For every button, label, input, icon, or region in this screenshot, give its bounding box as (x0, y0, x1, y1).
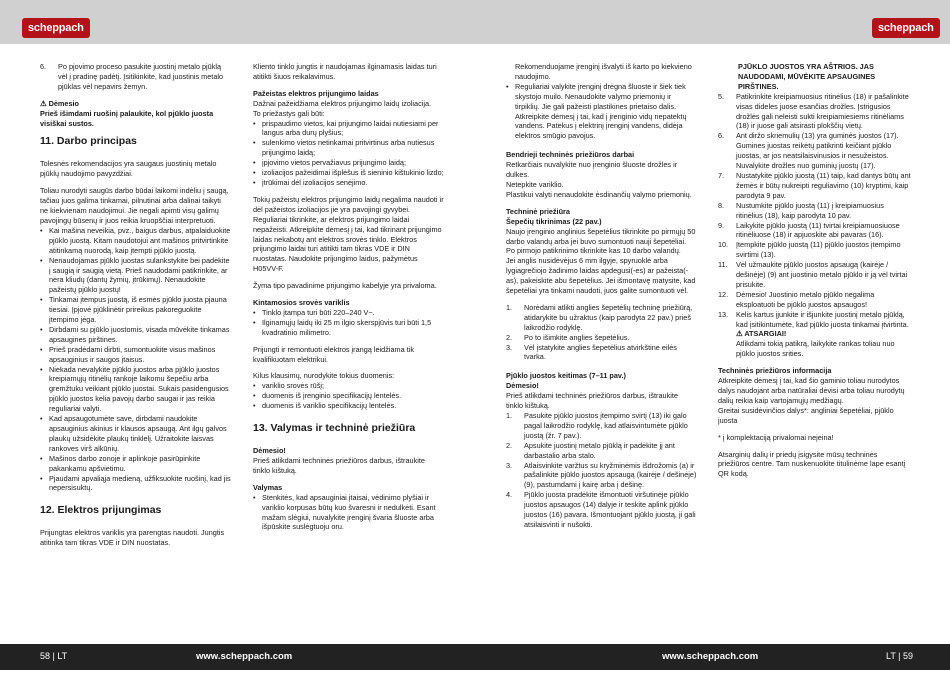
step-number: 1. (506, 411, 513, 420)
list-item (506, 461, 697, 491)
subsection-title: Pažeistas elektros prijungimo laidas (253, 88, 379, 98)
column-3 (506, 62, 697, 640)
section-11-title: 11. Darbo principas (40, 135, 137, 148)
step-number: 3. (506, 460, 513, 470)
list-item (718, 92, 911, 132)
list-item: • Prieš pradėdami dirbti, sumontuokite visus mašinos apsauginius ir saugos įtaisus. (40, 345, 231, 365)
step-text: Dėmesio! Juostinio metalo pjūklo negalima eksploatuoti be pjūklo juostos apsaugos! (736, 289, 875, 309)
list-item (718, 171, 911, 201)
step-text: Vėl įstatykite anglies šepetėlius atvirkštine eilės tvarka. (524, 342, 677, 362)
list-item: • duomenis iš variklio specifikacijų lentelės. (253, 401, 444, 411)
list-item: • įpjovimo vietos pervažiavus prijungimo laidą; (253, 158, 444, 168)
paragraph: Naujo įrenginio anglinius šepetėlius tikrinkite po pirmųjų 50 darbo valandų arba jei buvo sumontuoti nauji šepetėliai. Po pirmojo patikrinimo tikrinkite kas 10 darbo valandų. (506, 226, 696, 256)
paragraph: Tokių pažeistų elektros prijungimo laidų negalima naudoti ir dėl pažeistos izoliacijos jie yra pavojingi gyvybei. Reguliariai tikrinkite, ar elektros prijungimo laidai nepažeisti. Atkreipkite dėmesį į tai, kad tikrinant prijungimo laidas nekabotų ant elektros srovės tinklo. Elektros prijungimo laidai turi atitikti tam tikras VDE ir DIN nuostatas. Naudokite prijungimo laidus, pažymėtus H05VV-F. (253, 194, 444, 274)
paragraph: To priežastys gali būti: (253, 108, 325, 118)
step-text: Laikykite pjūklo juostą (11) tvirtai kreipiamuosiuose ritinėliuose (18) ir apjuoskite abi pavaras (16). (736, 220, 900, 240)
footnote: * į komplektaciją privalomai neįeina! (718, 432, 834, 442)
paragraph: Toliau nurodyti saugūs darbo būdai laikomi indėliu į saugą, tačiau juos galima tinkamai, pilnutinai arba dalinai taikyti ne kiekvienam naudojimui. Jie negali apimti visų galimų pavojingų būsenų ir juos reikia kruopščiai interpretuoti. (40, 186, 229, 225)
list-item: • Reguliariai valykite įrenginį drėgna šluoste ir šiek tiek skystojo muilo. Nenaudokite valymo priemonių ir tirpiklių. Jie gali pažeisti plastikines prietaiso dalis. Atkreipkite dėmesį į tai, kad į įrenginio vidų nepatektų vandens. Patekus į elektrinį įrenginį vandens, didėja elektros smūgio pavojus. (506, 82, 697, 141)
step-number: 3. (506, 342, 513, 352)
step-text: Po to išimkite anglies šepetėlius. (524, 332, 630, 342)
step-text: Kelis kartus įjunkite ir išjunkite juostinį metalo pjūklą, kad įsitikintumėte, kad pjūklo juosta tinkamai įtvirtinta. (736, 309, 909, 329)
step-text: Nustumkite pjūklo juostą (11) į kreipiamuosius ritinėlius (18), kaip parodyta 10 pav. (736, 200, 884, 220)
footer-url-right[interactable]: www.scheppach.com (662, 651, 759, 662)
list-item: • sulenkimo vietos netinkamai pritvirtinus arba nutiesus prijungimo laidą; (253, 138, 444, 158)
step-number: 5. (718, 91, 725, 101)
warning-text: PJŪKLO JUOSTOS YRA AŠTRIOS. JAS NAUDODAMI, MŪVĖKITE APSAUGINES PIRŠTINES. (738, 62, 876, 91)
step-text: Vėl užmaukite pjūklo juostos apsaugą (kairėje / dešinėje) (9) ant juostinio metalo pjūklo ir ją vėl tvirtai prisukite. (736, 260, 908, 289)
column-1 (40, 62, 231, 640)
list-item: • duomenis iš įrenginio specifikacijų lentelės. (253, 391, 444, 401)
section-13-title: 13. Valymas ir techninė priežiūra (253, 422, 416, 435)
list-item (506, 411, 697, 441)
attention-label: Dėmesio! (506, 381, 539, 391)
list-item (718, 201, 911, 221)
step-number: 2. (506, 440, 513, 450)
list-item: • Pjaudami apvaliąja medieną, užfiksuokite ruošinį, kad jis nepersisuktų. (40, 474, 231, 494)
footer-url-left[interactable]: www.scheppach.com (196, 651, 293, 662)
list-item (506, 333, 697, 343)
paragraph: Kliento tinklo jungtis ir naudojamas ilginamasis laidas turi atitikti šiuos reikalavimus. (253, 62, 437, 81)
bullet-list (40, 226, 231, 493)
paragraph: Atkreipkite dėmesį į tai, kad šio gaminio toliau nurodytos dalys naudojant arba natūraliai dėvisi arba toliau nurodytų dalių reikia kaip vartojamųjų medžiagų. (718, 376, 905, 405)
step-number: 10. (718, 240, 729, 250)
subsection-title: Šepečių tikrinimas (22 pav.) (506, 216, 602, 226)
warning-title: Dėmesio (48, 98, 79, 108)
step-text: Apsukite juostinį metalo pjūklą ir padėkite jį ant darbastalio arba stalo. (524, 440, 675, 460)
paragraph: Jei anglis nusidėvėjus 6 mm ilgyje, spyruoklė arba lygiagrečiojo žadinimo laidas apdegusi(-es) ar pažeista(-as), pakeiskite abu šepetėlius. Jei išmontavę matysite, kad šepetėliai yra tinkami naudoti, juos galite sumontuoti vėl. (506, 256, 696, 296)
list-item: • Kad apsaugotumėte save, dirbdami naudokite apsauginius akinius ir klausos apsaugą. Ant ilgų galvos plaukų užsidėkite plaukų tinklelį. Užraitokite laisvas rankoves virš alkūnių. (40, 414, 231, 454)
list-item: • prispaudimo vietos, kai prijungimo laidai nutiesiami per langus arba durų plyšius; (253, 119, 444, 139)
step-number: 1. (506, 302, 513, 312)
subsection-title: Techninės priežiūros informacija (718, 366, 832, 376)
step-number: 12. (718, 289, 729, 299)
paragraph: Plastikui valyti nenaudokite ėsdinančių valymo priemonių. (506, 189, 692, 199)
list-item (718, 131, 911, 171)
list-item: • Tinkamai įtempus juostą, iš esmės pjūklo juosta pjauna tiesiai. Įpjovė pjūklinėtir prireikus pakoreguokite įtempimo jėga. (40, 295, 231, 325)
paragraph: Prijungtas elektros variklis yra parengtas naudoti. Jungtis atitinka tam tikras VDE ir DIN nuostatas. (40, 528, 225, 548)
footer-bar (0, 644, 950, 670)
list-item (40, 62, 231, 92)
list-item (506, 490, 697, 530)
header-bar (0, 0, 950, 44)
caution-title: ATSARGIAI! (744, 329, 787, 339)
list-item (506, 303, 697, 333)
list-item (506, 343, 697, 363)
bullet-list (253, 119, 444, 188)
step-text: Patikrinkite kreipiamuosius ritinėlius (18) ir pašalinkite visas dideles juose esančias drožles. Įstrigusios drožlės gali neleisti sukti kreipiamiesiems ritinėliams (18) ir juose gali atsirasti plokščių vietų. (736, 91, 909, 131)
numbered-list (506, 303, 697, 362)
paragraph: Žyma tipo pavadinime prijungimo kabelyje yra privaloma. (253, 281, 437, 291)
step-text: Įtempkite pjūklo juostą (11) pjūklo juostos įtempimo svirtimi (13). (736, 240, 901, 260)
bullet-list (253, 381, 444, 411)
list-item (718, 240, 911, 260)
paragraph: Greitai susidėvinčios dalys*: angliniai šepetėliai, pjūklo juosta (718, 405, 894, 425)
paragraph: Netepkite variklio. (506, 179, 564, 189)
subsection-title: Valymas (253, 482, 283, 492)
caution-text: Atlikdami tokią patikrą, laikykite rankas toliau nuo pjūklo juostos srities. (736, 339, 895, 359)
list-item (718, 290, 911, 310)
bullet-list (506, 82, 697, 141)
step-number: 8. (718, 200, 725, 210)
list-item: • Mašinos darbo zonoje ir aplinkoje pasirūpinkite pakankamu apšvietimu. (40, 454, 231, 474)
step-text: Atlaisvinkite varžtus su kryžminėmis išdrožomis (a) ir pašalinkite pjūklo juostos apsaugą (kairėje / dešinėje) (9), pastumdami į kairę arba į dešinę. (524, 460, 697, 490)
attention-label: Dėmesio! (253, 446, 286, 456)
list-item: • Niekada nevalykite pjūklo juostos arba pjūklo juostos kreipiamųjų ritinėlių rankoje laikomu šepečiu arba gremžtuku veikiant pjūklo juostai. Sukais pasidengusios pjūklo juostos kelia pavojų darbo saugai ir jas reikia reguliariai valyti. (40, 365, 231, 415)
list-item: • variklio srovės rūšį; (253, 381, 444, 391)
list-item: • Ilginamųjų laidų iki 25 m ilgio skerspjūvis turi būti 1,5 kvadratinio milimetro. (253, 318, 444, 338)
paragraph: Retkarčiais nuvalykite nuo įrenginio šluoste drožles ir dulkes. (506, 160, 678, 180)
step-number: 6. (40, 62, 47, 71)
step-text: Ant diržo skriemulių (13) yra guminės juostos (17). Gumines juostas reikėtų patikrinti keičiant pjūklo juostas, ar jos neatsilaisvinusios ir nesužeistos. Nuvalykite drožles nuo guminių juostų (17). (736, 131, 899, 171)
column-2 (253, 62, 444, 640)
list-item: • izoliacijos pažeidimai išplėšus iš sieninio kištukinio lizdo; (253, 168, 444, 178)
page-number-right: LT | 59 (886, 651, 914, 661)
step-number: 7. (718, 170, 725, 180)
scheppach-logo-right: scheppach (872, 18, 940, 38)
list-item: • įtrūkimai dėl izoliacijos senėjimo. (253, 178, 444, 188)
step-number: 2. (506, 332, 513, 342)
step-number: 11. (718, 260, 728, 270)
list-item (718, 260, 911, 290)
caution-icon: ⚠ (736, 329, 743, 339)
list-item: • Dirbdami su pjūklo juostomis, visada mūvėkite tinkamas apsaugines pirštines. (40, 325, 231, 345)
scheppach-logo-left: scheppach (22, 18, 90, 38)
subsection-title: Bendrieji techninės priežiūros darbai (506, 150, 635, 160)
numbered-list (506, 411, 697, 530)
page-number-left: 58 | LT (40, 651, 68, 661)
paragraph: Atsarginių dalių ir priedų įsigysite mūsų techninės priežiūros centre. Tam nuskenuokite titulinėme lape esantį QR kodą. (718, 449, 906, 479)
section-12-title: 12. Elektros prijungimas (40, 504, 162, 517)
paragraph: Kilus klausimų, nurodykite tokius duomenis: (253, 371, 395, 381)
subsection-title: Pjūklo juostos keitimas (7–11 pav.) (506, 371, 626, 381)
step-text: Pjūklo juosta pradėkite išmontuoti viršutinėje pjūklo juostos apsaugos (14) dalyje ir teskite aplink pjūklo juostos (16) pavara. Išmontuojant pjūklo juostą, ji gali atsilaisvinti ir nušokti. (524, 490, 696, 529)
list-item (718, 310, 911, 330)
warning-text: Prieš išimdami ruošinį palaukite, kol pjūklo juosta visiškai sustos. (40, 108, 214, 128)
step-number: 6. (718, 131, 725, 141)
bullet-list (253, 308, 444, 338)
bullet-list (253, 493, 444, 533)
paragraph: Tolesnės rekomendacijos yra saugaus juostinių metalo pjūklų naudojimo pavyzdžiai. (40, 159, 217, 179)
list-item: • Kai mašina neveikia, pvz., baigus darbus, atpalaiduokite pjūklo juostą. Kitam naudotojui ant mašinos pritvirtinkite atitinkamą nuorodą, kaip įtempti pjūklo juostą. (40, 226, 231, 256)
warning-icon: ⚠ (40, 98, 47, 108)
list-item (506, 441, 697, 461)
list-item: • Tinklo įtampa turi būti 220–240 V~. (253, 308, 444, 318)
step-text: Pasukite pjūklo juostos įtempimo svirtį (13) iki galo pagal laikrodžio rodyklę, kad atlaisvintumėte pjūklo juostą (žr. 7 pav.). (524, 411, 688, 440)
list-item (718, 221, 911, 241)
paragraph: Prijungti ir remontuoti elektros įrangą leidžiama tik kvalifikuotam elektrikui. (253, 344, 415, 364)
step-number: 13. (718, 309, 729, 319)
paragraph: Prieš atlikdami techninės priežiūros darbus, ištraukite tinklo kištuką. (506, 391, 678, 411)
step-text: Po pjovimo proceso pasukite juostinį metalo pjūklą vėl į pradinę padėtį. Įsitikinkite, kad juostinis metalo pjūklas vėl nepavirs žemyn. (58, 62, 224, 91)
list-item: • Nenaudojamas pjūklo juostas sulankstykite bei padėkite į saugią ir saugią vietą. Prieš naudodami patikrinkite, ar nėra kliudų (dantų žymių, įtrūkimų). Nenaudokite pažeistų pjūklo juostų! (40, 256, 231, 296)
step-number: 4. (506, 490, 513, 500)
column-4 (718, 62, 911, 640)
step-text: Norėdami atlikti anglies šepetėlių techninę priežiūrą, atidarykite bu užraktus (kaip parodyta 22 pav.) prieš laikrodžio rodyklę. (524, 302, 693, 332)
subsection-title: Kintamosios srovės variklis (253, 298, 350, 308)
numbered-list (718, 92, 911, 330)
list-item: • Stenkitės, kad apsauginiai įtaisai, vėdinimo plyšiai ir variklio korpusas būtų kuo švaresni ir nedulkėti. Esant mažam slėgiui, nuvalykite įrenginį švaria šluoste arba išpūskite suslėgtuoju oru. (253, 493, 444, 533)
subsection-title: Techninė priežiūra (506, 206, 570, 216)
paragraph: Prieš atlikdami techninės priežiūros darbus, ištraukite tinklo kištuką. (253, 456, 425, 475)
step-number: 9. (718, 220, 725, 230)
step-text: Nustatykite pjūklo juostą (11) taip, kad dantys būtų ant žemės ir būtų nukreipti reguliavimo (10) kryptimi, kaip parodyta 9 pav. (736, 170, 911, 200)
paragraph: Rekomenduojame įrenginį išvalyti iš karto po kiekvieno naudojimo. (515, 62, 692, 81)
paragraph: Dažnai pažeidžiama elektros prijungimo laidų izoliacija. (253, 98, 432, 108)
